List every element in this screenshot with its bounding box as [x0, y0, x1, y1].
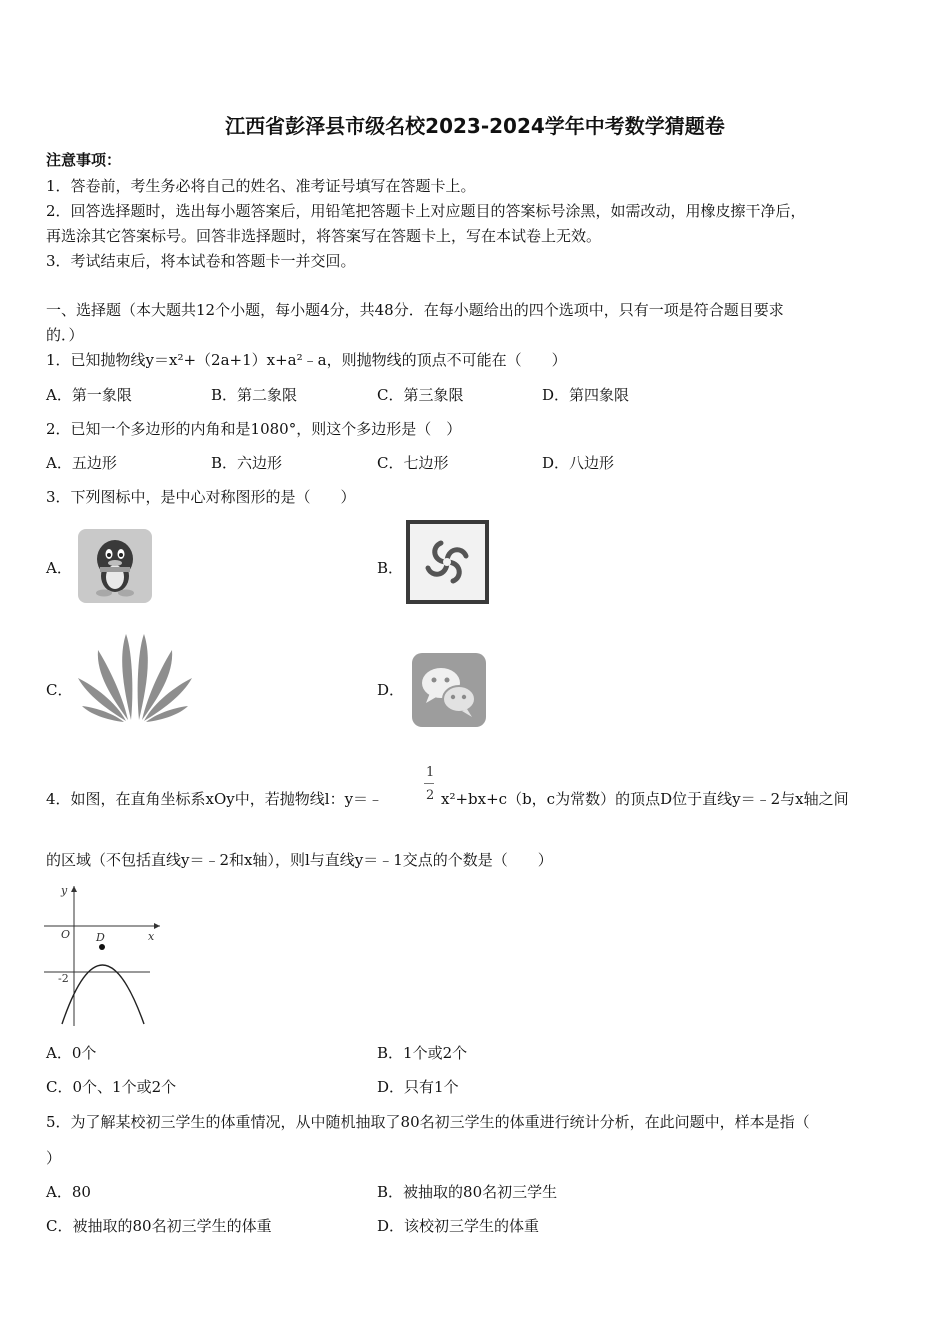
- q1-option-d: D．第四象限: [542, 386, 630, 404]
- q2-stem: 2．已知一个多边形的内角和是1080°，则这个多边形是（ ）: [46, 420, 462, 438]
- q1-option-c: C．第三象限: [377, 386, 464, 404]
- graph-origin-label: O: [61, 928, 71, 941]
- q3-label-b: B．: [377, 559, 404, 577]
- notice-item-1: 1．答卷前，考生务必将自己的姓名、准考证号填写在答题卡上。: [46, 177, 476, 195]
- q3-label-d: D．: [377, 681, 405, 699]
- q2-option-d: D．八边形: [542, 454, 615, 472]
- q3-stem: 3．下列图标中，是中心对称图形的是（ ）: [46, 488, 356, 506]
- graph-minus2-label: -2: [58, 972, 69, 985]
- graph-y-label: y: [61, 884, 68, 897]
- q1-option-b: B．第二象限: [211, 386, 298, 404]
- notice-item-2: 2．回答选择题时，选出每小题答案后，用铅笔把答题卡上对应题目的答案标号涂黑，如需改动，用橡皮擦干净后，: [46, 202, 806, 220]
- q2-option-b: B．六边形: [211, 454, 283, 472]
- q4-fraction-denominator: 2: [426, 788, 435, 803]
- q4-stem-start: 4．如图，在直角坐标系xOy中，若抛物线l：y＝﹣: [46, 790, 384, 808]
- chat-bubbles-icon: [412, 653, 486, 727]
- q4-fraction-bar: [424, 783, 434, 784]
- q3-label-a: A．: [46, 559, 72, 577]
- q5-option-a: A．80: [46, 1183, 91, 1201]
- q3-label-c: C．: [46, 681, 73, 699]
- penguin-icon: [78, 529, 152, 603]
- q4-stem-line2: 的区域（不包括直线y＝﹣2和x轴），则l与直线y＝﹣1交点的个数是（ ）: [46, 851, 553, 869]
- q2-option-c: C．七边形: [377, 454, 449, 472]
- petal-logo-icon: [76, 630, 194, 724]
- graph-x-label: x: [148, 930, 155, 943]
- q4-option-c: C．0个、1个或2个: [46, 1078, 177, 1096]
- q5-stem: 5．为了解某校初三学生的体重情况，从中随机抽取了80名初三学生的体重进行统计分析，在此问题中，样本是指（: [46, 1113, 810, 1131]
- q1-option-a: A．第一象限: [46, 386, 132, 404]
- notice-heading: 注意事项：: [46, 151, 122, 169]
- section-heading-cont: 的．）: [46, 326, 84, 344]
- q4-stem-rest: x²+bx+c（b，c为常数）的顶点D位于直线y＝﹣2与x轴之间: [441, 790, 849, 808]
- swirl-logo-icon: [406, 520, 489, 604]
- q5-option-b: B．被抽取的80名初三学生: [377, 1183, 558, 1201]
- q5-stem-line2: ）: [46, 1149, 62, 1167]
- graph-vertex-label: D: [96, 931, 105, 944]
- notice-item-3: 3．考试结束后，将本试卷和答题卡一并交回。: [46, 252, 356, 270]
- section-heading: 一、选择题（本大题共12个小题，每小题4分，共48分．在每小题给出的四个选项中，只有一项是符合题目要求: [46, 301, 784, 319]
- notice-item-2-cont: 再选涂其它答案标号。回答非选择题时，将答案写在答题卡上，写在本试卷上无效。: [46, 227, 602, 245]
- q1-stem: 1．已知抛物线y＝x²+（2a+1）x+a²﹣a，则抛物线的顶点不可能在（ ）: [46, 351, 567, 369]
- q4-option-a: A．0个: [46, 1044, 97, 1062]
- q4-option-d: D．只有1个: [377, 1078, 459, 1096]
- q5-option-c: C．被抽取的80名初三学生的体重: [46, 1217, 272, 1235]
- q2-option-a: A．五边形: [46, 454, 117, 472]
- parabola-graph: [44, 884, 164, 1026]
- q5-option-d: D．该校初三学生的体重: [377, 1217, 540, 1235]
- q4-option-b: B．1个或2个: [377, 1044, 468, 1062]
- page-title: 江西省彭泽县市级名校2023-2024学年中考数学猜题卷: [225, 114, 725, 138]
- q4-fraction-numerator: 1: [426, 765, 435, 780]
